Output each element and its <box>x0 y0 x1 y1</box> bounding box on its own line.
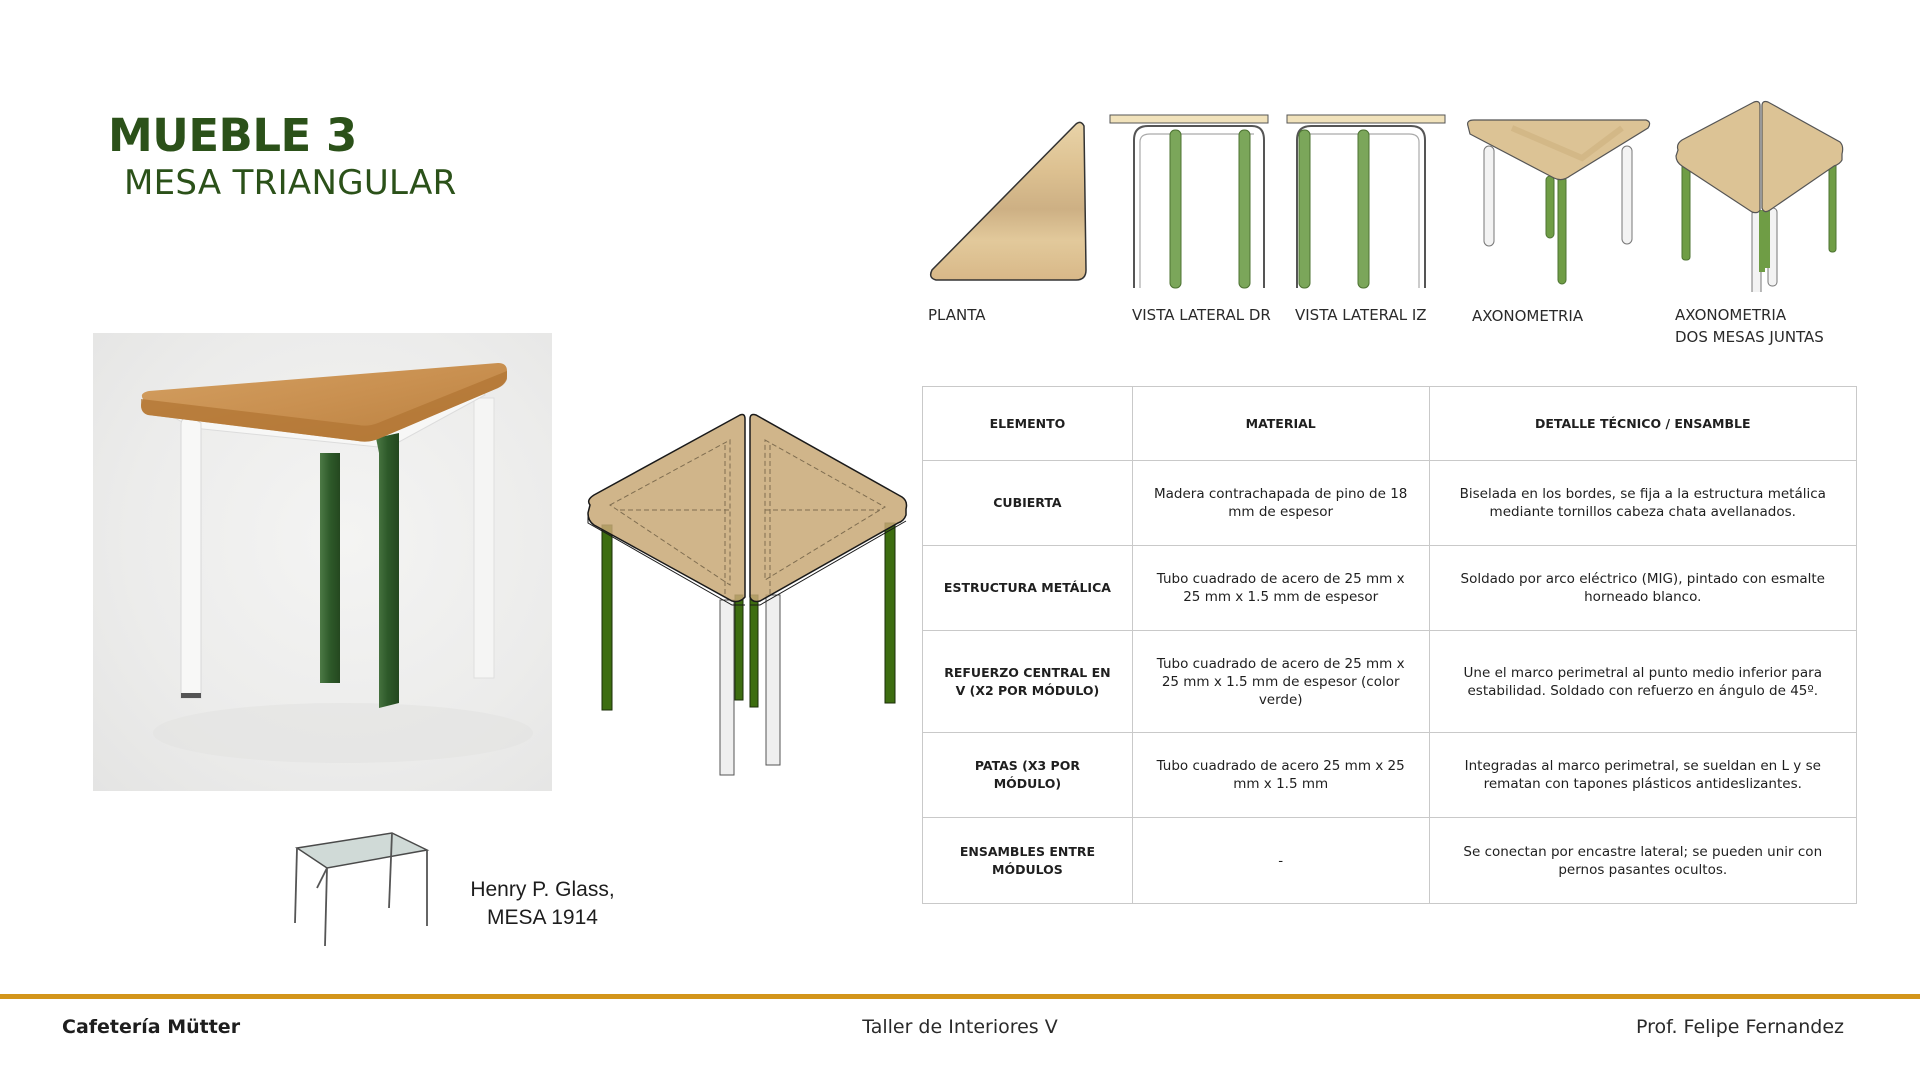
view-label-axonometria-line2: DOS MESAS JUNTAS <box>1675 328 1824 346</box>
view-label-vista-lateral-dr: VISTA LATERAL DR <box>1132 306 1271 324</box>
column-header-detalle: DETALLE TÉCNICO / ENSAMBLE <box>1429 387 1856 461</box>
triangular-table-photo-icon <box>93 333 552 791</box>
spec-table <box>922 386 1857 904</box>
cell-elemento: CUBIERTA <box>923 461 1133 546</box>
left-side-view <box>1285 112 1447 295</box>
footer-professor: Prof. Felipe Fernandez <box>1636 1016 1844 1038</box>
reference-caption-title: MESA 1914 <box>487 906 598 929</box>
product-photo <box>93 333 552 791</box>
cell-material: Tubo cuadrado de acero de 25 mm x 25 mm x 1.5 mm de espesor <box>1132 546 1429 631</box>
reference-glass-table-image <box>287 828 432 948</box>
cell-detalle: Une el marco perimetral al punto medio inferior para estabilidad. Soldado con refuerzo en ángulo de 45º. <box>1429 631 1856 733</box>
cell-material: - <box>1132 818 1429 904</box>
axonometric-view <box>1462 118 1652 301</box>
cell-detalle: Soldado por arco eléctrico (MIG), pintado con esmalte horneado blanco. <box>1429 546 1856 631</box>
page-title: MUEBLE 3 <box>108 109 357 162</box>
footer-project-name: Cafetería Mütter <box>62 1016 241 1038</box>
axonometric-drawing-icon <box>1462 118 1652 296</box>
cell-material: Madera contrachapada de pino de 18 mm de espesor <box>1132 461 1429 546</box>
cell-elemento: REFUERZO CENTRAL EN V (X2 POR MÓDULO) <box>923 631 1133 733</box>
table-row <box>923 631 1857 733</box>
axonometric-drawing-icon <box>580 405 910 785</box>
axonometric-two-tables-drawing-icon <box>1674 100 1846 292</box>
column-header-elemento: ELEMENTO <box>923 387 1133 461</box>
footer-course-name: Taller de Interiores V <box>862 1016 1058 1038</box>
cell-detalle: Se conectan por encastre lateral; se pueden unir con pernos pasantes ocultos. <box>1429 818 1856 904</box>
view-label-axonometria: AXONOMETRIA <box>1472 307 1584 325</box>
view-label-vista-lateral-iz: VISTA LATERAL IZ <box>1295 306 1427 324</box>
footer-divider <box>0 994 1920 999</box>
reference-caption <box>455 876 630 932</box>
right-side-view <box>1108 112 1270 295</box>
table-row <box>923 818 1857 904</box>
left-side-view-drawing-icon <box>1285 112 1447 290</box>
cell-material: Tubo cuadrado de acero 25 mm x 25 mm x 1.5 mm <box>1132 733 1429 818</box>
right-side-view-drawing-icon <box>1108 112 1270 290</box>
cell-elemento: ENSAMBLES ENTRE MÓDULOS <box>923 818 1133 904</box>
view-label-axonometria-dos-mesas <box>1675 304 1824 348</box>
cell-elemento: PATAS (X3 POR MÓDULO) <box>923 733 1133 818</box>
cell-elemento: ESTRUCTURA METÁLICA <box>923 546 1133 631</box>
axonometric-two-tables-large-drawing <box>580 405 910 785</box>
cell-material: Tubo cuadrado de acero de 25 mm x 25 mm x 1.5 mm de espesor (color verde) <box>1132 631 1429 733</box>
column-header-material: MATERIAL <box>1132 387 1429 461</box>
reference-caption-author: Henry P. Glass, <box>470 878 615 901</box>
table-header-row <box>923 387 1857 461</box>
view-label-planta: PLANTA <box>928 306 986 324</box>
table-row <box>923 546 1857 631</box>
table-row <box>923 733 1857 818</box>
cell-detalle: Biselada en los bordes, se fija a la estructura metálica mediante tornillos cabeza chata avellanados. <box>1429 461 1856 546</box>
plan-view <box>926 118 1088 289</box>
table-row <box>923 461 1857 546</box>
axonometric-two-tables-view <box>1674 100 1846 297</box>
plan-view-drawing-icon <box>926 118 1088 284</box>
view-label-axonometria-line1: AXONOMETRIA <box>1675 306 1787 324</box>
glass-table-icon <box>287 828 432 948</box>
cell-detalle: Integradas al marco perimetral, se sueldan en L y se rematan con tapones plásticos antideslizantes. <box>1429 733 1856 818</box>
page-subtitle: MESA TRIANGULAR <box>124 163 457 203</box>
